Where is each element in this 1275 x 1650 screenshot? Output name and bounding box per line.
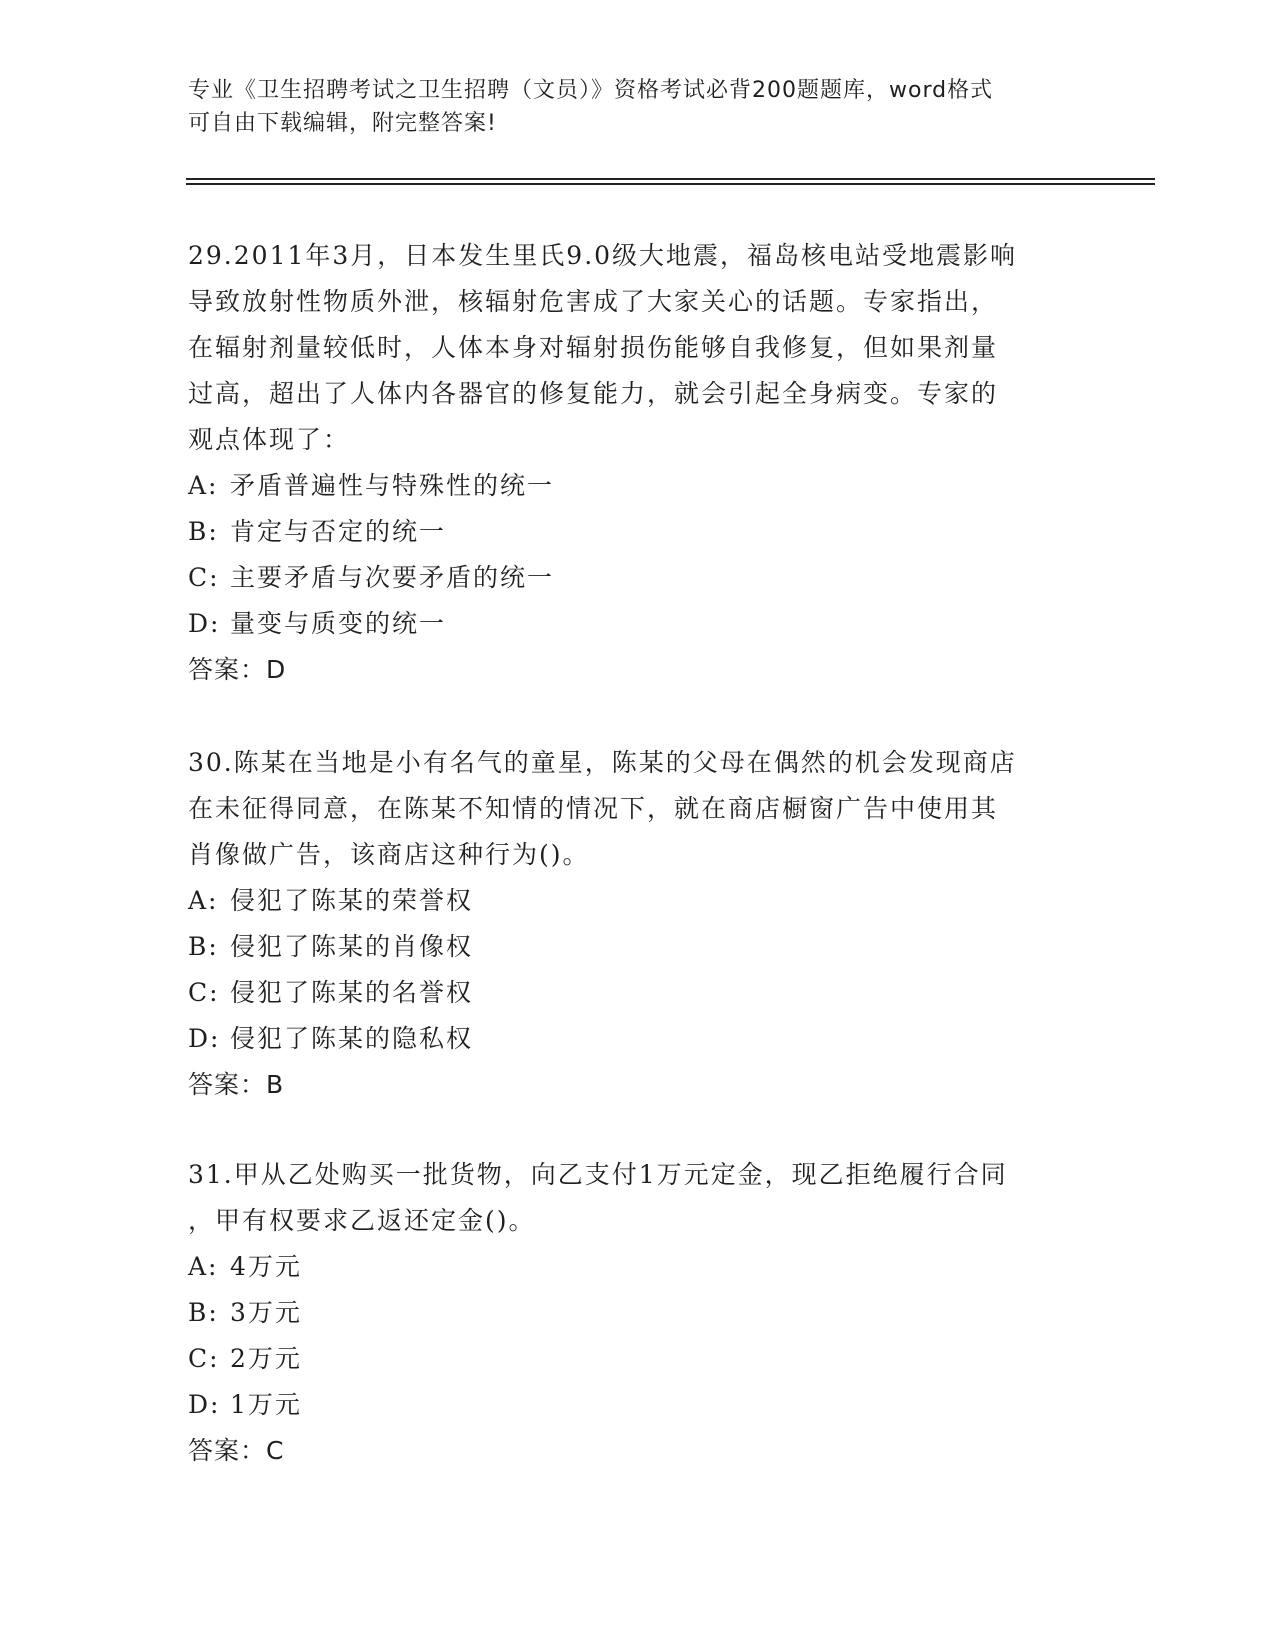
option-key: B: <box>188 932 219 961</box>
option-a <box>188 463 1088 509</box>
option-key: A: <box>188 886 219 915</box>
option-key: A: <box>188 1252 219 1281</box>
option-b <box>188 1290 1088 1336</box>
option-text: 矛盾普遍性与特殊性的统一 <box>230 471 555 500</box>
option-a <box>188 878 1088 924</box>
question-stem-line: 在辐射剂量较低时，人体本身对辐射损伤能够自我修复，但如果剂量 <box>188 333 999 362</box>
question-stem-line: 过高，超出了人体内各器官的修复能力，就会引起全身病变。专家的 <box>188 379 999 408</box>
answer-label: 答案：C <box>188 1436 285 1465</box>
question-stem-line: ，甲有权要求乙返还定金()。 <box>188 1206 536 1235</box>
option-key: D: <box>188 609 221 638</box>
header-divider-bottom <box>186 183 1155 185</box>
option-key: D: <box>188 1024 221 1053</box>
option-c <box>188 1336 1088 1382</box>
option-c <box>188 970 1088 1016</box>
question-stem-line: 29.2011年3月，日本发生里氏9.0级大地震，福岛核电站受地震影响 <box>188 241 1018 270</box>
question-31 <box>188 1152 1088 1474</box>
option-text: 肯定与否定的统一 <box>230 517 447 546</box>
option-b <box>188 509 1088 555</box>
question-30 <box>188 740 1088 1108</box>
option-text: 4万元 <box>230 1252 302 1281</box>
option-text: 侵犯了陈某的隐私权 <box>230 1024 474 1053</box>
option-text: 侵犯了陈某的肖像权 <box>230 932 474 961</box>
option-d <box>188 1382 1088 1428</box>
option-text: 主要矛盾与次要矛盾的统一 <box>230 563 555 592</box>
answer-label: 答案：D <box>188 655 287 684</box>
document-header <box>188 74 1088 140</box>
option-text: 量变与质变的统一 <box>230 609 447 638</box>
option-key: D: <box>188 1390 221 1419</box>
option-text: 3万元 <box>230 1298 302 1327</box>
option-key: C: <box>188 1344 220 1373</box>
option-key: B: <box>188 517 219 546</box>
question-stem-line: 31.甲从乙处购买一批货物，向乙支付1万元定金，现乙拒绝履行合同 <box>188 1160 1008 1189</box>
question-stem-line: 在未征得同意，在陈某不知情的情况下，就在商店橱窗广告中使用其 <box>188 794 999 823</box>
option-text: 侵犯了陈某的名誉权 <box>230 978 474 1007</box>
question-stem-line: 30.陈某在当地是小有名气的童星，陈某的父母在偶然的机会发现商店 <box>188 748 1017 777</box>
option-text: 侵犯了陈某的荣誉权 <box>230 886 474 915</box>
option-key: C: <box>188 978 220 1007</box>
answer-label: 答案：B <box>188 1070 285 1099</box>
option-a <box>188 1244 1088 1290</box>
option-key: B: <box>188 1298 219 1327</box>
header-line-1: 专业《卫生招聘考试之卫生招聘（文员）》资格考试必背200题题库，word格式 <box>188 78 994 103</box>
question-stem-line: 观点体现了： <box>188 425 351 454</box>
option-text: 2万元 <box>230 1344 302 1373</box>
question-29 <box>188 233 1088 693</box>
option-key: C: <box>188 563 220 592</box>
option-key: A: <box>188 471 219 500</box>
option-b <box>188 924 1088 970</box>
question-stem-line: 肖像做广告，该商店这种行为()。 <box>188 840 590 869</box>
option-d <box>188 601 1088 647</box>
option-d <box>188 1016 1088 1062</box>
option-c <box>188 555 1088 601</box>
question-stem-line: 导致放射性物质外泄，核辐射危害成了大家关心的话题。专家指出， <box>188 287 999 316</box>
option-text: 1万元 <box>230 1390 302 1419</box>
header-divider-top <box>186 178 1155 180</box>
header-line-2: 可自由下载编辑，附完整答案! <box>188 111 497 136</box>
